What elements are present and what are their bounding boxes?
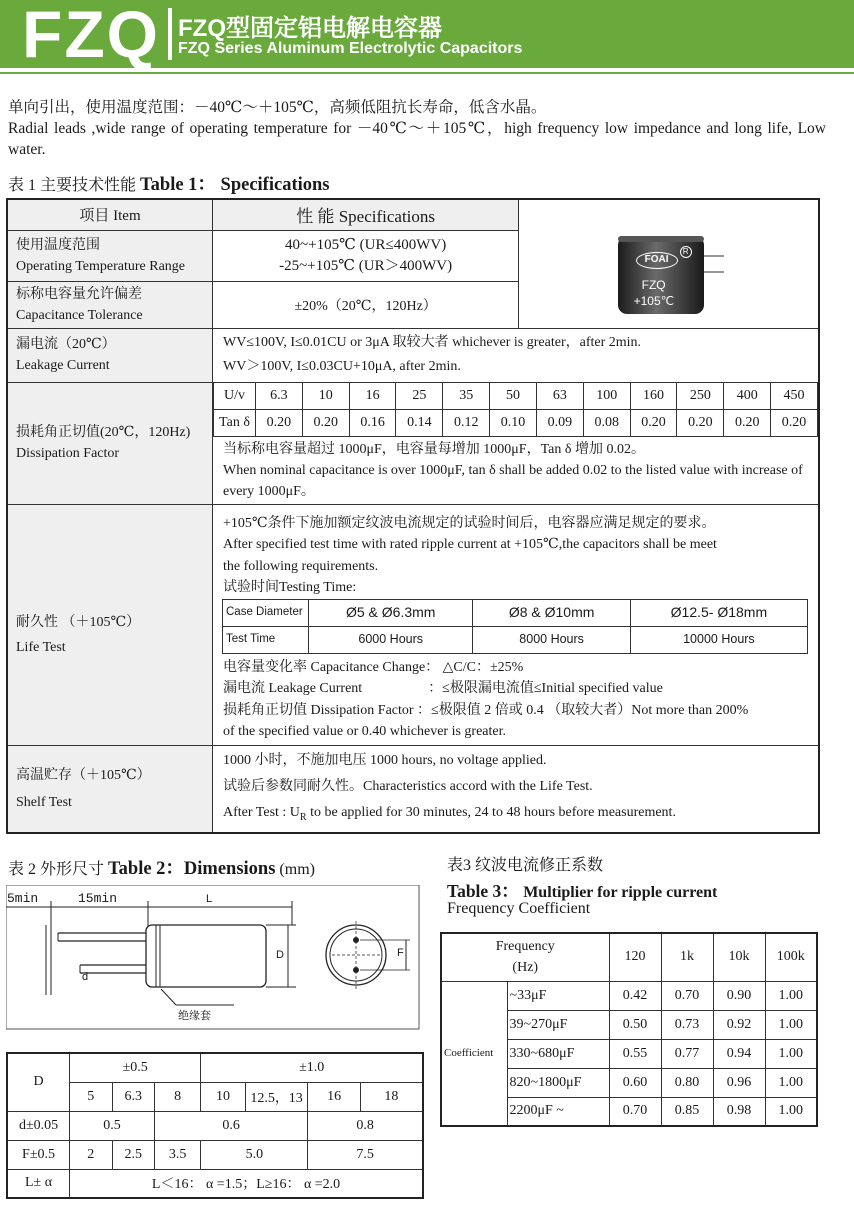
op-temp-line2: -25~+105℃ (UR＞400WV) bbox=[279, 257, 453, 274]
dim-15min: 15min bbox=[78, 891, 118, 906]
op-temp-label-cn: 使用温度范围 bbox=[16, 237, 100, 253]
leakage-label-en: Leakage Current bbox=[16, 358, 110, 373]
op-temp-line1: 40~+105℃ (UR≤400WV) bbox=[285, 236, 447, 253]
voltage-cell: 250 bbox=[677, 382, 724, 409]
tan-cell: 0.16 bbox=[349, 409, 396, 436]
header-banner bbox=[0, 0, 854, 71]
test-time-label: Test Time bbox=[223, 626, 309, 653]
tan-label: Tan δ bbox=[214, 409, 256, 436]
table1-caption bbox=[8, 170, 330, 196]
multiplier-value: 0.94 bbox=[713, 1039, 765, 1068]
row-f-v4: 5.0 bbox=[201, 1140, 308, 1169]
table1-caption-cn: 表 1 主要技术性能 bbox=[8, 177, 137, 194]
frequency-label-1: Frequency bbox=[495, 939, 555, 955]
freq-100k: 100k bbox=[765, 933, 817, 981]
shelf-line3 bbox=[223, 800, 808, 831]
intro-cn: 单向引出，使用温度范围：－40℃～＋105℃，高频低阻抗长寿命，低含水晶。 bbox=[8, 99, 547, 116]
size-5: 5 bbox=[70, 1082, 112, 1111]
voltage-cell: 16 bbox=[349, 382, 396, 409]
voltage-cell: 63 bbox=[536, 382, 583, 409]
multiplier-value: 0.80 bbox=[661, 1068, 713, 1097]
dim-d: d bbox=[82, 971, 89, 983]
row-f-v5: 7.5 bbox=[308, 1140, 423, 1169]
row-d-v3: 0.8 bbox=[308, 1111, 423, 1140]
tan-cell: 0.08 bbox=[583, 409, 630, 436]
op-temp-value bbox=[213, 230, 519, 281]
leakage-value bbox=[213, 328, 820, 382]
life-req1: 电容量变化率 Capacitance Change： △C/C：±25% bbox=[223, 659, 524, 675]
shelf-line3-b: to be applied for 30 minutes, 24 to 48 hours before measurement. bbox=[306, 804, 676, 820]
op-temp-label-en: Operating Temperature Range bbox=[16, 258, 186, 274]
life-req3: 损耗角正切值 Dissipation Factor ：≤极限值 2 倍或 0.4 （取较大者）Not more than 200% bbox=[223, 702, 749, 718]
multiplier-value: 0.73 bbox=[661, 1010, 713, 1039]
size-8: 8 bbox=[154, 1082, 200, 1111]
title-cn: FZQ型固定铝电解电容器 bbox=[178, 15, 442, 42]
capacitor-temp: +105℃ bbox=[633, 293, 675, 308]
multiplier-value: 1.00 bbox=[765, 1039, 817, 1068]
freq-1k: 1k bbox=[661, 933, 713, 981]
life-line1: +105℃条件下施加额定纹波电流规定的试验时间后，电容器应满足规定的要求。 bbox=[223, 515, 716, 531]
life-req2 bbox=[223, 678, 808, 700]
dissipation-label-cn: 损耗角正切值(20℃，120Hz) bbox=[16, 425, 191, 440]
case-diameter-label: Case Diameter bbox=[223, 599, 309, 626]
dim-F: F bbox=[397, 947, 404, 959]
dissipation-note-cn: 当标称电容量超过 1000μF，电容量每增加 1000μF，Tan δ 增加 0.02。 bbox=[223, 441, 645, 457]
shelf-line3-sub: R bbox=[299, 811, 307, 823]
dissipation-grid bbox=[213, 382, 818, 437]
row-f-v1: 2 bbox=[70, 1140, 112, 1169]
tolerance-value: ±20%（20℃，120Hz） bbox=[213, 281, 519, 328]
dissipation-note bbox=[213, 437, 818, 504]
size-18: 18 bbox=[360, 1082, 423, 1111]
intro-en: Radial leads ,wide range of operating temperature for －40℃～＋105℃，high frequency low impedance and long life, Low water. bbox=[8, 120, 826, 158]
table3-caption-en-a: Table 3： bbox=[447, 881, 519, 901]
voltage-cell: 450 bbox=[771, 382, 818, 409]
intro bbox=[8, 97, 826, 160]
freq-10k: 10k bbox=[713, 933, 765, 981]
dim-D: D bbox=[276, 949, 284, 961]
size-6.3: 6.3 bbox=[112, 1082, 154, 1111]
dissipation-label bbox=[7, 382, 213, 504]
tan-cell: 0.20 bbox=[677, 409, 724, 436]
leakage-label-cn: 漏电流（20℃） bbox=[16, 337, 116, 352]
life-req2-a: 漏电流 Leakage Current bbox=[223, 681, 363, 696]
dim-5min: 5min bbox=[7, 891, 39, 906]
voltage-cell: 100 bbox=[583, 382, 630, 409]
capacitor-series: FZQ bbox=[641, 277, 666, 292]
capacitor-brand: FOAI bbox=[636, 252, 678, 269]
multiplier-value: 0.98 bbox=[713, 1097, 765, 1126]
title-en: FZQ Series Aluminum Electrolytic Capacitors bbox=[178, 40, 523, 57]
multiplier-row bbox=[441, 981, 817, 1010]
life-label-en: Life Test bbox=[16, 639, 66, 655]
case-3: Ø12.5- Ø18mm bbox=[630, 599, 807, 626]
table1-caption-en: Table 1： Specifications bbox=[140, 175, 330, 195]
tan-cell: 0.20 bbox=[724, 409, 771, 436]
voltage-cell: 25 bbox=[396, 382, 443, 409]
multiplier-value: 0.42 bbox=[609, 981, 661, 1010]
coefficient-label: Coefficient bbox=[441, 981, 507, 1126]
row-d-v1: 0.5 bbox=[70, 1111, 155, 1140]
specifications-table bbox=[6, 198, 820, 834]
table2-caption bbox=[8, 854, 315, 880]
op-temp-label bbox=[7, 230, 213, 281]
table3-caption-en-b: Multiplier for ripple current bbox=[523, 884, 718, 901]
size-10: 10 bbox=[201, 1082, 245, 1111]
sleeve-label: 绝缘套 bbox=[178, 1009, 211, 1022]
multiplier-value: 0.70 bbox=[609, 1097, 661, 1126]
size-16: 16 bbox=[308, 1082, 361, 1111]
dissipation-value bbox=[213, 382, 820, 504]
voltage-cell: 400 bbox=[724, 382, 771, 409]
tolerance-label bbox=[7, 281, 213, 328]
life-req2-b: ：≤极限漏电流值≤Initial specified value bbox=[428, 681, 663, 696]
life-test-value bbox=[213, 504, 820, 745]
capacitance-range: 820~1800μF bbox=[507, 1068, 609, 1097]
dimension-drawing bbox=[6, 885, 420, 1030]
shelf-test-label bbox=[7, 745, 213, 833]
row-f-v2: 2.5 bbox=[112, 1140, 154, 1169]
multiplier-value: 1.00 bbox=[765, 1068, 817, 1097]
voltage-cell: 50 bbox=[490, 382, 537, 409]
d-label: D bbox=[7, 1053, 70, 1111]
voltage-cell: 10 bbox=[302, 382, 349, 409]
dissipation-label-en: Dissipation Factor bbox=[16, 446, 120, 461]
capacitor-photo-cell bbox=[519, 199, 819, 328]
multiplier-value: 0.96 bbox=[713, 1068, 765, 1097]
dimensions-table bbox=[6, 1052, 424, 1199]
multiplier-value: 0.92 bbox=[713, 1010, 765, 1039]
table3-caption-sub: Frequency Coefficient bbox=[447, 900, 591, 917]
leakage-label bbox=[7, 328, 213, 382]
table3-caption-cn: 表3 纹波电流修正系数 bbox=[447, 857, 604, 874]
tan-cell: 0.20 bbox=[302, 409, 349, 436]
series-code: FZQ bbox=[22, 0, 160, 71]
shelf-label-cn: 高温贮存（＋105℃） bbox=[16, 767, 151, 783]
multiplier-value: 0.70 bbox=[661, 981, 713, 1010]
tolerance-05: ±0.5 bbox=[70, 1053, 201, 1082]
life-line2: After specified test time with rated ripple current at +105℃,the capacitors shall be meet bbox=[223, 537, 717, 552]
table2-caption-en: Table 2：Dimensions bbox=[108, 859, 276, 879]
row-l-label: L± α bbox=[7, 1169, 70, 1198]
life-test-label bbox=[7, 504, 213, 745]
freq-120: 120 bbox=[609, 933, 661, 981]
capacitance-range: 39~270μF bbox=[507, 1010, 609, 1039]
shelf-line2: 试验后参数同耐久性。Characteristics accord with the Life Test. bbox=[223, 778, 593, 794]
life-req4: of the specified value or 0.40 whichever is greater. bbox=[223, 724, 507, 739]
tan-cell: 0.20 bbox=[630, 409, 677, 436]
tolerance-label-cn: 标称电容量允许偏差 bbox=[16, 286, 142, 302]
multiplier-value: 0.90 bbox=[713, 981, 765, 1010]
multiplier-value: 0.85 bbox=[661, 1097, 713, 1126]
header-underline bbox=[0, 72, 854, 74]
header-divider bbox=[168, 8, 172, 60]
leakage-line2: WV＞100V, I≤0.03CU+10μA, after 2min. bbox=[223, 359, 461, 374]
life-line3: the following requirements. bbox=[223, 558, 379, 574]
ripple-multiplier-table bbox=[440, 932, 818, 1127]
row-l-value: L＜16： α =1.5；L≥16： α =2.0 bbox=[70, 1169, 423, 1198]
tolerance-10: ±1.0 bbox=[201, 1053, 423, 1082]
row-d-v2: 0.6 bbox=[154, 1111, 307, 1140]
capacitance-range: ~33μF bbox=[507, 981, 609, 1010]
multiplier-value: 1.00 bbox=[765, 981, 817, 1010]
time-3: 10000 Hours bbox=[630, 626, 807, 653]
shelf-test-value bbox=[213, 745, 820, 833]
case-1: Ø5 & Ø6.3mm bbox=[309, 599, 473, 626]
tan-cell: 0.20 bbox=[771, 409, 818, 436]
uv-label: U/v bbox=[214, 382, 256, 409]
shelf-line1: 1000 小时，不施加电压 1000 hours, no voltage applied. bbox=[223, 752, 547, 768]
frequency-label bbox=[441, 933, 609, 981]
header-spec: 性 能 Specifications bbox=[213, 199, 519, 230]
tolerance-label-en: Capacitance Tolerance bbox=[16, 307, 143, 323]
shelf-line3-a: After Test : U bbox=[223, 804, 300, 820]
tan-cell: 0.20 bbox=[256, 409, 303, 436]
table2-unit: (mm) bbox=[279, 861, 315, 878]
table2-caption-cn: 表 2 外形尺寸 bbox=[8, 861, 105, 878]
size-12.5: 12.5，13 bbox=[245, 1082, 308, 1111]
registered-mark: R bbox=[680, 246, 692, 258]
life-label-cn: 耐久性 （＋105℃） bbox=[16, 614, 141, 630]
tan-cell: 0.09 bbox=[536, 409, 583, 436]
case-2: Ø8 & Ø10mm bbox=[473, 599, 630, 626]
time-1: 6000 Hours bbox=[309, 626, 473, 653]
capacitor-image bbox=[614, 214, 724, 314]
row-d-label: d±0.05 bbox=[7, 1111, 70, 1140]
tan-cell: 0.10 bbox=[490, 409, 537, 436]
time-2: 8000 Hours bbox=[473, 626, 630, 653]
multiplier-value: 1.00 bbox=[765, 1010, 817, 1039]
header-item: 项目 Item bbox=[7, 199, 213, 230]
tan-cell: 0.14 bbox=[396, 409, 443, 436]
multiplier-value: 1.00 bbox=[765, 1097, 817, 1126]
dim-L: L bbox=[206, 893, 213, 905]
voltage-cell: 35 bbox=[443, 382, 490, 409]
frequency-label-2: (Hz) bbox=[512, 960, 539, 976]
dissipation-note-en: When nominal capacitance is over 1000μF, tan δ shall be added 0.02 to the listed value with increase of every 1000μF。 bbox=[223, 462, 803, 499]
multiplier-value: 0.55 bbox=[609, 1039, 661, 1068]
multiplier-value: 0.77 bbox=[661, 1039, 713, 1068]
voltage-cell: 160 bbox=[630, 382, 677, 409]
multiplier-value: 0.60 bbox=[609, 1068, 661, 1097]
row-f-v3: 3.5 bbox=[154, 1140, 200, 1169]
voltage-cell: 6.3 bbox=[256, 382, 303, 409]
capacitance-range: 330~680μF bbox=[507, 1039, 609, 1068]
multiplier-value: 0.50 bbox=[609, 1010, 661, 1039]
tan-cell: 0.12 bbox=[443, 409, 490, 436]
leakage-line1: WV≤100V, I≤0.01CU or 3μA 取较大者 whichever is greater，after 2min. bbox=[223, 335, 642, 350]
testing-time-table bbox=[222, 599, 808, 654]
life-line4: 试验时间Testing Time: bbox=[223, 580, 357, 595]
row-f-label: F±0.5 bbox=[7, 1140, 70, 1169]
shelf-label-en: Shelf Test bbox=[16, 794, 72, 810]
capacitance-range: 2200μF ~ bbox=[507, 1097, 609, 1126]
